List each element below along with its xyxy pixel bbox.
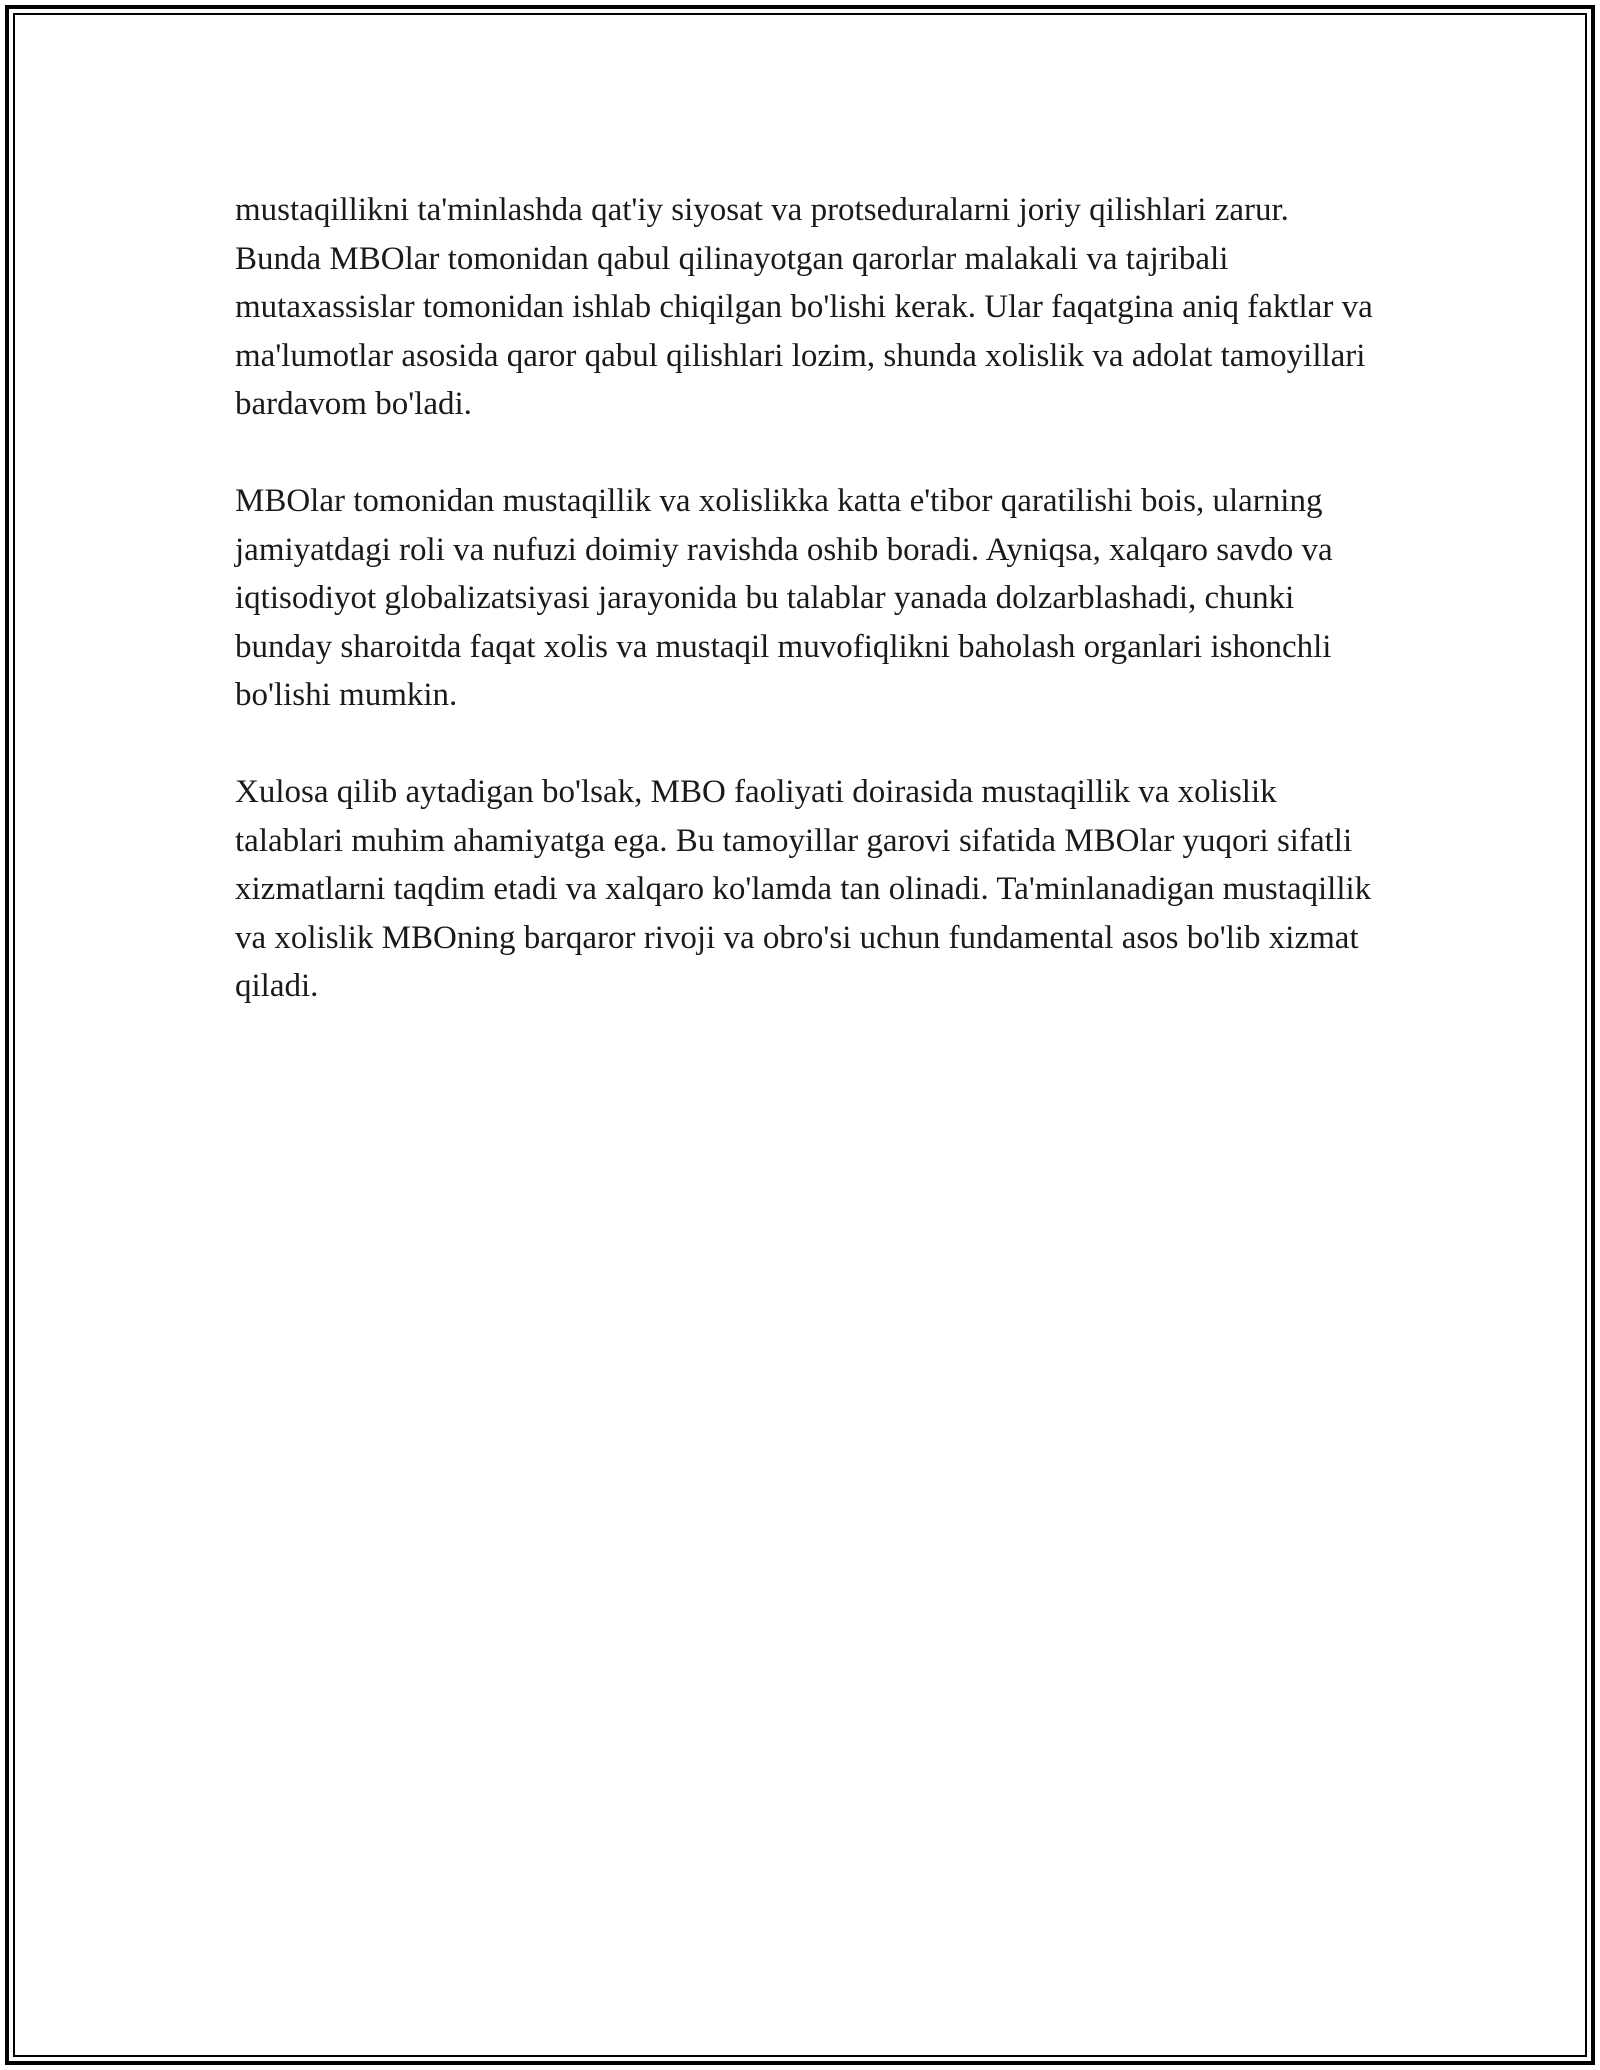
paragraph-3: Xulosa qilib aytadigan bo'lsak, MBO faoliyati doirasida mustaqillik va xolislik talablari muhim ahamiyatga ega. Bu tamoyillar garovi sifatida MBOlar yuqori sifatli xizmatlarni taqdim etadi va xalqaro ko'lamda tan olinadi. Ta'minlanadigan mustaqillik va xolislik MBOning barqaror rivoji va obro'si uchun fundamental asos bo'lib xizmat qiladi.: [235, 774, 1372, 1004]
paragraph-1: mustaqillikni ta'minlashda qat'iy siyosat va protseduralarni joriy qilishlari zarur. Bunda MBOlar tomonidan qabul qilinayotgan qarorlar malakali va tajribali mutaxassislar tomonidan ishlab chiqilgan bo'lishi kerak. Ular faqatgina aniq faktlar va ma'lumotlar asosida qaror qabul qilishlari lozim, shunda xolislik va adolat tamoyillari bardavom bo'ladi.: [235, 192, 1373, 422]
document-body: [235, 186, 1375, 1059]
paragraph-2: MBOlar tomonidan mustaqillik va xolislikka katta e'tibor qaratilishi bois, ularning jamiyatdagi roli va nufuzi doimiy ravishda oshib boradi. Ayniqsa, xalqaro savdo va iqtisodiyot globalizatsiyasi jarayonida bu talablar yanada dolzarblashadi, chunki bunday sharoitda faqat xolis va mustaqil muvofiqlikni baholash organlari ishonchli bo'lishi mumkin.: [235, 483, 1333, 713]
